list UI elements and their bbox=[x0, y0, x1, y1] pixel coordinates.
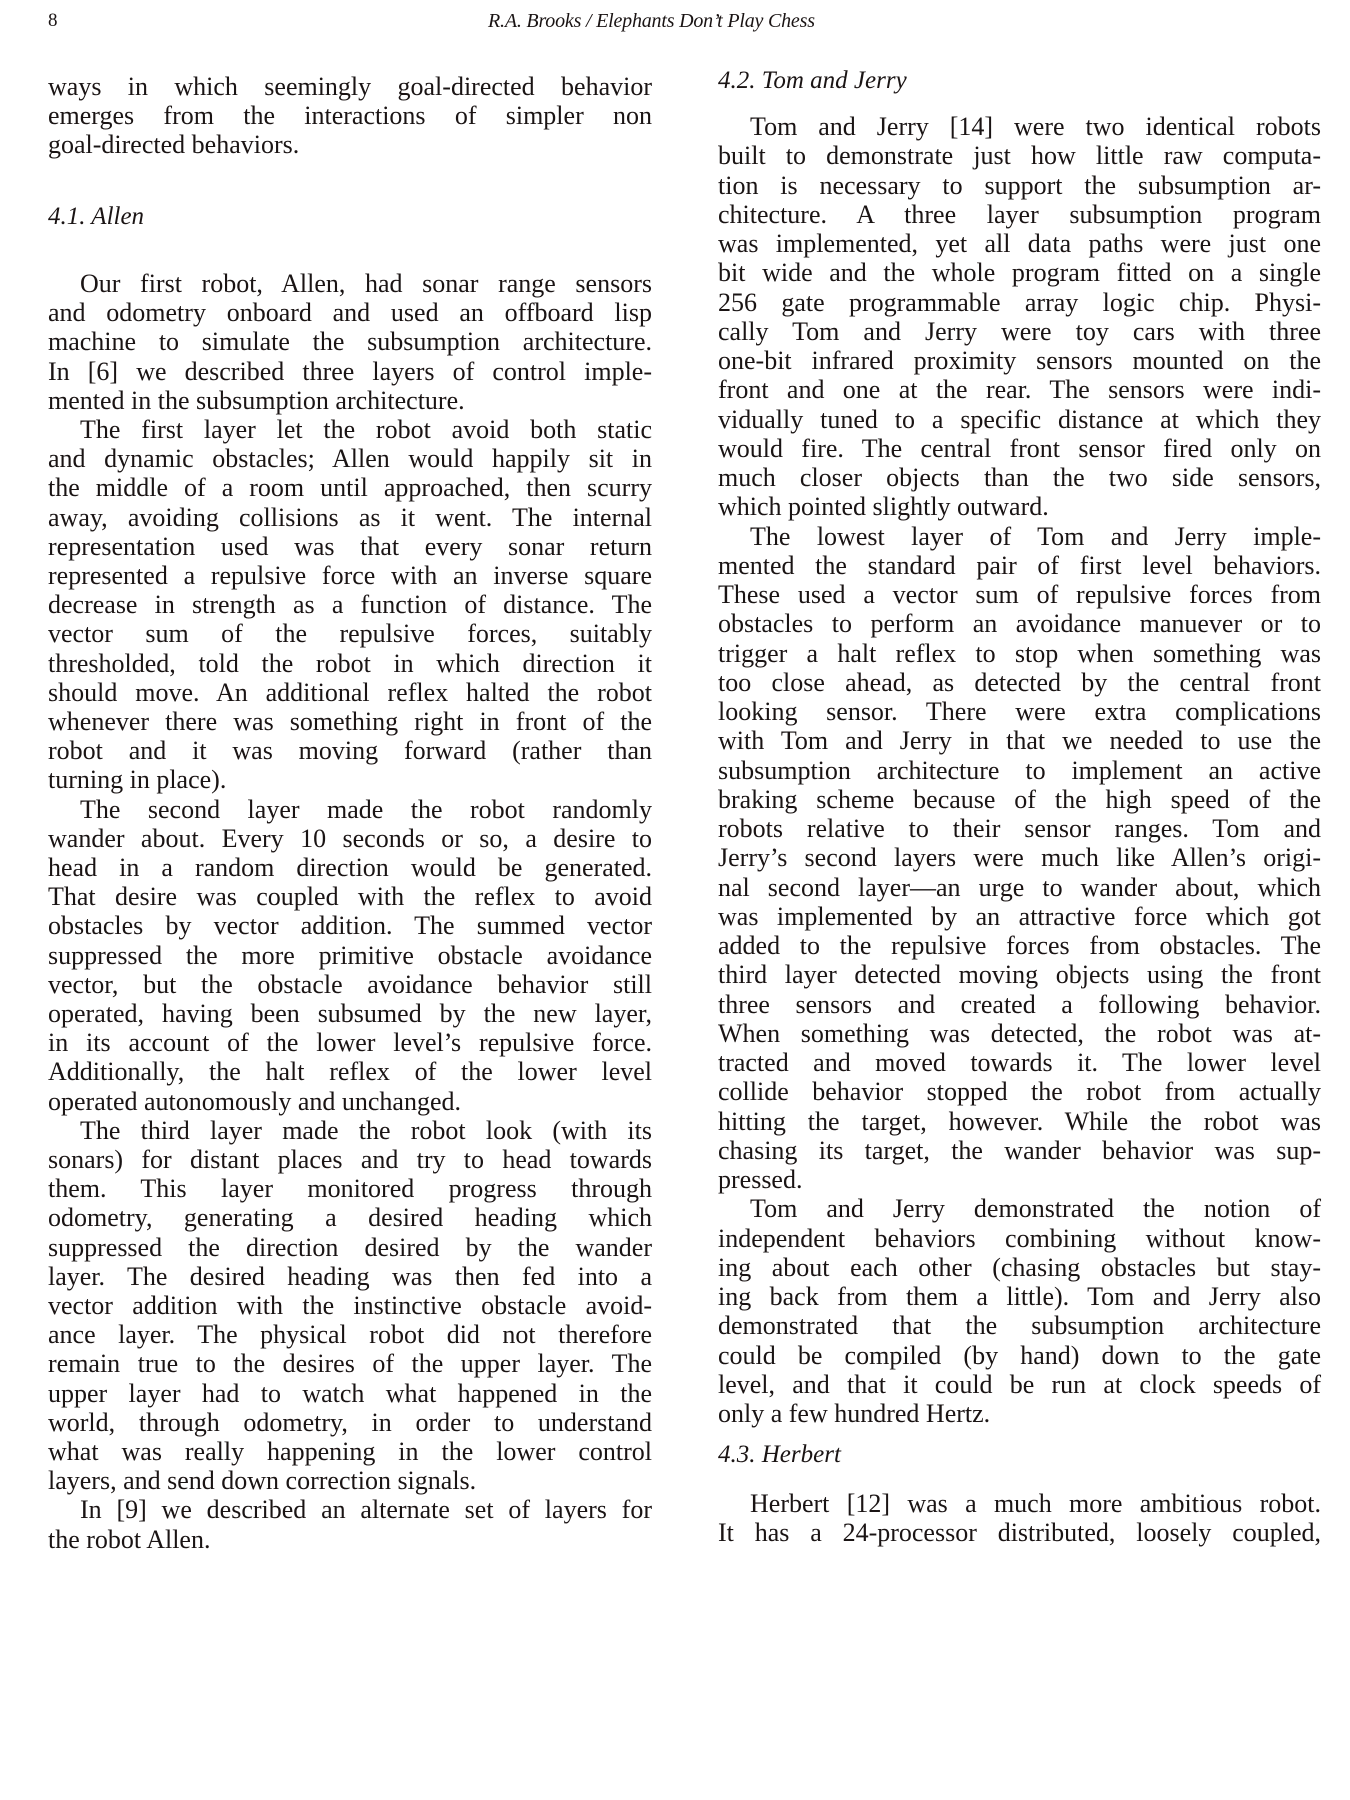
running-title: R.A. Brooks / Elephants Don’t Play Chess bbox=[488, 10, 815, 32]
text-line: operated, having been subsumed by the new layer, bbox=[48, 999, 652, 1028]
text-line: When something was detected, the robot was at- bbox=[718, 1018, 1321, 1048]
text-line: Additionally, the halt reflex of the lower level bbox=[48, 1057, 652, 1087]
text-line: thresholded, told the robot in which direction it bbox=[48, 648, 652, 678]
text-line: Herbert [12] was a much more ambitious robot. bbox=[750, 1489, 1321, 1518]
text-line: Tom and Jerry [14] were two identical robots bbox=[750, 112, 1321, 141]
text-line: It has a 24-processor distributed, loosely coupled, bbox=[718, 1518, 1321, 1547]
text-line: the middle of a room until approached, then scurry bbox=[48, 473, 652, 503]
text-line: obstacles to perform an avoidance manuever or to bbox=[718, 609, 1321, 639]
text-line: decrease in strength as a function of distance. The bbox=[48, 590, 652, 620]
text-line: bit wide and the whole program fitted on a single bbox=[718, 258, 1321, 288]
text-line: was implemented by an attractive force which got bbox=[718, 901, 1321, 931]
text-line: operated autonomously and unchanged. bbox=[48, 1086, 461, 1116]
text-line: The lowest layer of Tom and Jerry imple- bbox=[750, 521, 1321, 551]
text-line: what was really happening in the lower control bbox=[48, 1437, 652, 1466]
text-line: 256 gate programmable array logic chip. Physi- bbox=[718, 287, 1321, 317]
text-line: nal second layer—an urge to wander about, which bbox=[718, 872, 1321, 902]
text-line: representation used was that every sonar return bbox=[48, 531, 652, 561]
text-line: would fire. The central front sensor fired only on bbox=[718, 433, 1321, 463]
text-line: which pointed slightly outward. bbox=[718, 492, 1049, 522]
text-line: sonars) for distant places and try to head towards bbox=[48, 1145, 652, 1174]
text-line: collide behavior stopped the robot from actually bbox=[718, 1077, 1321, 1107]
text-line: level, and that it could be run at clock speeds of bbox=[718, 1369, 1321, 1399]
text-line: Our first robot, Allen, had sonar range sensors bbox=[80, 269, 652, 298]
text-line: looking sensor. There were extra complications bbox=[718, 697, 1321, 726]
text-line: subsumption architecture to implement an active bbox=[718, 755, 1321, 785]
text-line: ance layer. The physical robot did not therefore bbox=[48, 1320, 652, 1350]
text-line: represented a repulsive force with an inverse square bbox=[48, 561, 652, 590]
text-line: suppressed the direction desired by the wander bbox=[48, 1232, 652, 1262]
text-line: turning in place). bbox=[48, 765, 227, 795]
text-line: whenever there was something right in front of the bbox=[48, 707, 652, 736]
text-line: cally Tom and Jerry were toy cars with three bbox=[718, 316, 1321, 346]
text-line: odometry, generating a desired heading which bbox=[48, 1203, 652, 1233]
text-line: much closer objects than the two side sensors, bbox=[718, 463, 1321, 492]
text-line: In [9] we described an alternate set of layers for bbox=[80, 1495, 652, 1525]
text-line: braking scheme because of the high speed of the bbox=[718, 784, 1321, 814]
text-line: could be compiled (by hand) down to the gate bbox=[718, 1340, 1321, 1370]
text-line: third layer detected moving objects using the front bbox=[718, 960, 1321, 990]
text-line: Tom and Jerry demonstrated the notion of bbox=[750, 1194, 1321, 1224]
text-line: tion is necessary to support the subsumption ar- bbox=[718, 170, 1321, 200]
section-heading-4-1: 4.1. Allen bbox=[48, 203, 145, 230]
text-line: tracted and moved towards it. The lower level bbox=[718, 1048, 1321, 1077]
text-line: the robot Allen. bbox=[48, 1524, 211, 1554]
text-line: in its account of the lower level’s repulsive force. bbox=[48, 1028, 652, 1058]
text-line: independent behaviors combining without know- bbox=[718, 1223, 1321, 1253]
text-line: with Tom and Jerry in that we needed to use the bbox=[718, 726, 1321, 756]
text-line: wander about. Every 10 seconds or so, a desire to bbox=[48, 823, 652, 853]
running-head bbox=[0, 8, 1350, 44]
text-line: robot and it was moving forward (rather than bbox=[48, 736, 652, 766]
text-line: The third layer made the robot look (with its bbox=[80, 1115, 652, 1145]
text-line: them. This layer monitored progress through bbox=[48, 1174, 652, 1204]
text-line: front and one at the rear. The sensors were indi- bbox=[718, 375, 1321, 405]
text-line: suppressed the more primitive obstacle avoidance bbox=[48, 940, 652, 970]
text-line: only a few hundred Hertz. bbox=[718, 1399, 991, 1428]
text-line: should move. An additional reflex halted the robot bbox=[48, 677, 652, 707]
text-line: goal-directed behaviors. bbox=[48, 130, 300, 159]
text-line: Jerry’s second layers were much like Allen’s origi- bbox=[718, 843, 1321, 873]
text-line: three sensors and created a following behavior. bbox=[718, 989, 1321, 1019]
text-line: pressed. bbox=[718, 1165, 803, 1194]
text-line: layer. The desired heading was then fed into a bbox=[48, 1261, 652, 1291]
text-line: ways in which seemingly goal-directed behavior bbox=[48, 72, 652, 101]
text-line: obstacles by vector addition. The summed vector bbox=[48, 911, 652, 941]
text-line: chasing its target, the wander behavior was sup- bbox=[718, 1135, 1321, 1165]
text-line: hitting the target, however. While the robot was bbox=[718, 1106, 1321, 1136]
text-line: chitecture. A three layer subsumption program bbox=[718, 199, 1321, 229]
text-line: In [6] we described three layers of control imple- bbox=[48, 356, 652, 386]
text-line: and odometry onboard and used an offboard lisp bbox=[48, 298, 652, 328]
text-line: machine to simulate the subsumption architecture. bbox=[48, 327, 652, 357]
text-line: mented in the subsumption architecture. bbox=[48, 385, 465, 415]
text-line: emerges from the interactions of simpler non bbox=[48, 101, 652, 130]
section-heading-4-3: 4.3. Herbert bbox=[718, 1441, 841, 1468]
text-line: ing about each other (chasing obstacles but stay- bbox=[718, 1252, 1321, 1282]
text-line: ing back from them a little). Tom and Jerry also bbox=[718, 1282, 1321, 1311]
text-line: remain true to the desires of the upper layer. The bbox=[48, 1349, 652, 1379]
text-line: layers, and send down correction signals. bbox=[48, 1466, 477, 1496]
text-line: These used a vector sum of repulsive forces from bbox=[718, 580, 1321, 609]
text-line: The first layer let the robot avoid both static bbox=[80, 415, 652, 444]
text-line: demonstrated that the subsumption architecture bbox=[718, 1311, 1321, 1341]
text-line: built to demonstrate just how little raw computa- bbox=[718, 141, 1321, 171]
text-line: upper layer had to watch what happened in the bbox=[48, 1378, 652, 1408]
text-line: away, avoiding collisions as it went. The internal bbox=[48, 502, 652, 532]
text-line: robots relative to their sensor ranges. Tom and bbox=[718, 814, 1321, 843]
text-line: The second layer made the robot randomly bbox=[80, 794, 652, 824]
text-line: trigger a halt reflex to stop when something was bbox=[718, 638, 1321, 668]
text-line: added to the repulsive forces from obstacles. The bbox=[718, 931, 1321, 960]
text-line: too close ahead, as detected by the central front bbox=[718, 667, 1321, 697]
text-line: mented the standard pair of first level behaviors. bbox=[718, 550, 1321, 580]
text-line: vidually tuned to a specific distance at which they bbox=[718, 404, 1321, 434]
text-line: vector, but the obstacle avoidance behavior still bbox=[48, 969, 652, 999]
text-line: and dynamic obstacles; Allen would happily sit in bbox=[48, 444, 652, 474]
text-line: was implemented, yet all data paths were just one bbox=[718, 229, 1321, 258]
text-line: one-bit infrared proximity sensors mounted on the bbox=[718, 346, 1321, 375]
text-line: head in a random direction would be generated. bbox=[48, 853, 652, 882]
text-line: world, through odometry, in order to understand bbox=[48, 1407, 652, 1437]
page-number: 8 bbox=[48, 10, 58, 31]
text-line: vector sum of the repulsive forces, suitably bbox=[48, 619, 652, 649]
text-line: That desire was coupled with the reflex to avoid bbox=[48, 882, 652, 912]
text-line: vector addition with the instinctive obstacle avoid- bbox=[48, 1291, 652, 1320]
section-heading-4-2: 4.2. Tom and Jerry bbox=[718, 67, 907, 94]
